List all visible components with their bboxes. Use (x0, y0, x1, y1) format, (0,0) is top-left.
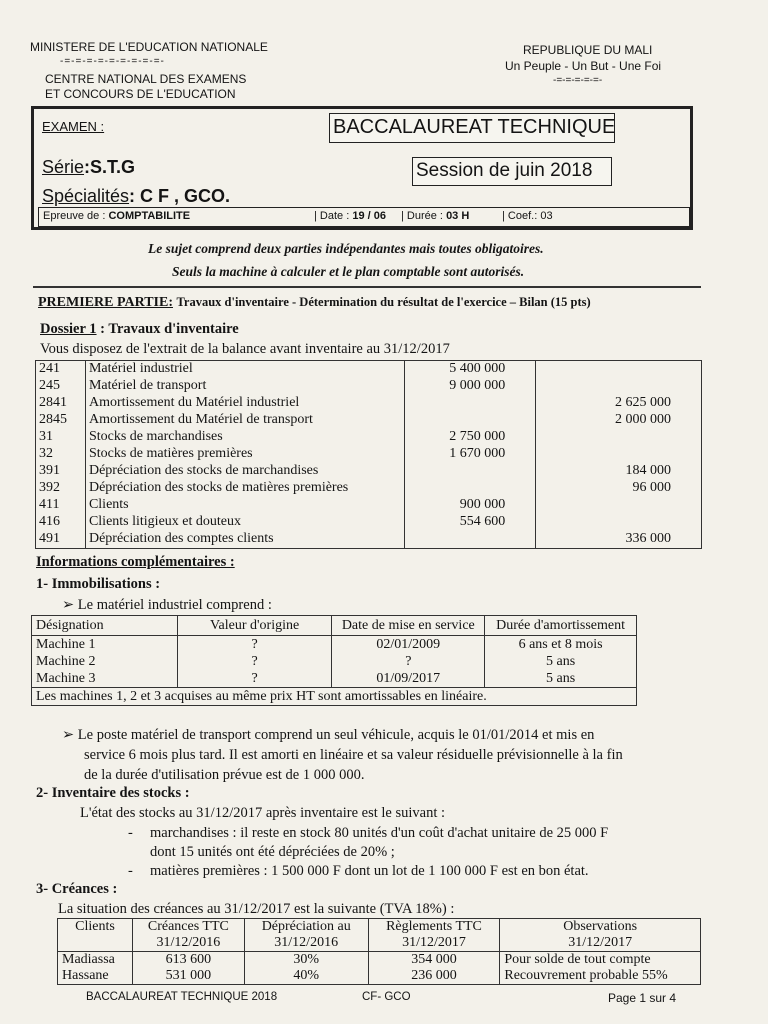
machine-row (32, 653, 637, 670)
machine-duration: 5 ans (485, 653, 637, 670)
info-title: Informations complémentaires : (36, 554, 235, 570)
creances-intro: La situation des créances au 31/12/2017 est la suivante (TVA 18%) : (58, 901, 455, 917)
footer-right: Page 1 sur 4 (608, 991, 677, 1005)
creances-header (368, 919, 500, 952)
balance-code: 491 (36, 531, 86, 549)
machines-header-designation: Désignation (32, 616, 178, 636)
balance-debit: 554 600 (405, 514, 536, 531)
machine-duration: 5 ans (485, 670, 637, 688)
specialites-line (42, 186, 230, 207)
creance-reglement: 236 000 (368, 968, 500, 985)
machines-header-date: Date de mise en service (332, 616, 485, 636)
balance-row (36, 463, 702, 480)
date-label: | Date : (314, 210, 350, 222)
serie-value: :S.T.G (84, 157, 136, 177)
stocks-item2: matières premières : 1 500 000 F dont un lot de 1 100 000 F est en bon état. (150, 863, 589, 879)
epreuve-bar (38, 207, 690, 227)
footer-center: CF- GCO (362, 991, 411, 1003)
balance-code: 416 (36, 514, 86, 531)
balance-code: 2845 (36, 412, 86, 429)
balance-row (36, 497, 702, 514)
balance-row (36, 480, 702, 497)
balance-credit (536, 514, 702, 531)
dossier1-title: : Travaux d'inventaire (100, 321, 239, 337)
instruction-2: Seuls la machine à calculer et le plan comptable sont autorisés. (172, 264, 525, 279)
balance-credit (536, 446, 702, 463)
balance-code: 411 (36, 497, 86, 514)
ministry-title: MINISTERE DE L'EDUCATION NATIONALE (30, 40, 268, 54)
balance-label: Stocks de marchandises (85, 429, 404, 446)
balance-debit (405, 480, 536, 497)
footer-left: BACCALAUREAT TECHNIQUE 2018 (86, 991, 278, 1003)
balance-row (36, 361, 702, 379)
session-box (412, 157, 612, 186)
creances-header-line1: Dépréciation au (261, 919, 351, 934)
balance-code: 241 (36, 361, 86, 379)
creances-header-line2: 31/12/2016 (156, 935, 221, 950)
balance-row (36, 446, 702, 463)
immo-intro: Le matériel industriel comprend : (77, 597, 272, 613)
transport-note-line-1 (62, 726, 594, 744)
balance-credit (536, 361, 702, 379)
creance-row (58, 968, 701, 985)
balance-label: Dépréciation des comptes clients (85, 531, 404, 549)
specialites-value: : C F , GCO. (129, 186, 231, 206)
transport-note-line-3: de la durée d'utilisation prévue est de 1 000 000. (84, 767, 365, 783)
balance-row (36, 378, 702, 395)
creances-header-line2: 31/12/2017 (568, 935, 633, 950)
balance-row (36, 514, 702, 531)
bullet-dash: - (128, 863, 133, 879)
session: Session de juin 2018 (416, 160, 593, 181)
epreuve-line (43, 208, 190, 224)
balance-row (36, 531, 702, 549)
stocks-intro: L'état des stocks au 31/12/2017 après inventaire est le suivant : (80, 805, 446, 821)
part1-title: Travaux d'inventaire - Détermination du résultat de l'exercice – Bilan (15 pts) (176, 295, 591, 309)
balance-debit: 9 000 000 (405, 378, 536, 395)
balance-table (35, 360, 702, 549)
creances-header (58, 919, 133, 952)
machine-name: Machine 2 (32, 653, 178, 670)
arrow-icon: ➢ (62, 727, 75, 743)
epreuve-label: Epreuve de : (43, 210, 106, 222)
balance-label: Amortissement du Matériel de transport (85, 412, 404, 429)
balance-label: Amortissement du Matériel industriel (85, 395, 404, 412)
republic-title: REPUBLIQUE DU MALI (523, 43, 653, 57)
serie-label: Série (42, 157, 85, 177)
machine-value: ? (177, 653, 332, 670)
creance-amount: 531 000 (132, 968, 244, 985)
balance-credit: 96 000 (536, 480, 702, 497)
machines-footer: Les machines 1, 2 et 3 acquises au même prix HT sont amortissables en linéaire. (32, 688, 637, 706)
creances-header-line1: Clients (75, 919, 115, 934)
balance-code: 31 (36, 429, 86, 446)
creance-deprec: 40% (244, 968, 368, 985)
part1-label: PREMIERE PARTIE: (38, 295, 173, 310)
creances-header (500, 919, 701, 952)
immo-intro-line (62, 596, 272, 614)
duree-label: | Durée : (401, 210, 443, 222)
stocks-item1-line1: marchandises : il reste en stock 80 unités d'un coût d'achat unitaire de 25 000 F (150, 825, 609, 841)
dossier1-intro: Vous disposez de l'extrait de la balance avant inventaire au 31/12/2017 (40, 341, 450, 357)
machine-value: ? (177, 636, 332, 654)
balance-row (36, 395, 702, 412)
creance-row (58, 952, 701, 969)
epreuve-value: COMPTABILITE (108, 210, 191, 222)
balance-debit: 1 670 000 (405, 446, 536, 463)
coef-label: | Coef.: (502, 210, 538, 222)
machine-row (32, 670, 637, 688)
machines-header-valeur: Valeur d'origine (177, 616, 332, 636)
balance-code: 392 (36, 480, 86, 497)
machine-name: Machine 3 (32, 670, 178, 688)
balance-debit (405, 463, 536, 480)
balance-row (36, 429, 702, 446)
exam-label: EXAMEN : (42, 119, 105, 134)
machine-name: Machine 1 (32, 636, 178, 654)
specialites-label: Spécialités (42, 186, 130, 206)
balance-debit (405, 412, 536, 429)
balance-label: Stocks de matières premières (85, 446, 404, 463)
machine-date: 01/09/2017 (332, 670, 485, 688)
date-value: 19 / 06 (352, 210, 386, 222)
machine-duration: 6 ans et 8 mois (485, 636, 637, 654)
duree-field (401, 208, 469, 224)
dossier1-heading (40, 321, 239, 338)
balance-credit: 184 000 (536, 463, 702, 480)
exam-box (31, 106, 693, 230)
balance-debit: 900 000 (405, 497, 536, 514)
balance-debit (405, 395, 536, 412)
arrow-icon: ➢ (62, 597, 75, 613)
balance-label: Dépréciation des stocks de matières premières (85, 480, 404, 497)
transport-note-text-1: Le poste matériel de transport comprend un seul véhicule, acquis le 01/01/2014 et mis en (77, 727, 595, 743)
creance-amount: 613 600 (132, 952, 244, 969)
creance-client: Hassane (58, 968, 133, 985)
creances-header (244, 919, 368, 952)
machines-header-duree: Durée d'amortissement (485, 616, 637, 636)
creances-header-line1: Créances TTC (147, 919, 229, 934)
balance-credit: 2 000 000 (536, 412, 702, 429)
balance-credit: 2 625 000 (536, 395, 702, 412)
machines-table (31, 615, 637, 706)
creances-header-line1: Règlements TTC (386, 919, 482, 934)
balance-code: 391 (36, 463, 86, 480)
part1-heading (38, 295, 591, 311)
machine-date: 02/01/2009 (332, 636, 485, 654)
balance-label: Clients litigieux et douteux (85, 514, 404, 531)
creances-table (57, 918, 701, 985)
balance-label: Clients (85, 497, 404, 514)
balance-credit (536, 378, 702, 395)
stocks-item1-line2: dont 15 unités ont été dépréciées de 20% ; (150, 844, 395, 860)
creances-header-line2: 31/12/2016 (274, 935, 339, 950)
dossier1-label: Dossier 1 (40, 321, 97, 337)
exam-title-box (329, 113, 615, 143)
creance-deprec: 30% (244, 952, 368, 969)
bullet-dash: - (128, 825, 133, 841)
machine-row (32, 636, 637, 654)
coef-value: 03 (540, 210, 553, 222)
creance-client: Madiassa (58, 952, 133, 969)
immo-title: 1- Immobilisations : (36, 576, 161, 592)
balance-code: 2841 (36, 395, 86, 412)
exam-title: BACCALAUREAT TECHNIQUE (333, 116, 616, 138)
centre-line-2: ET CONCOURS DE L'EDUCATION (45, 87, 236, 101)
creances-header-line2: 31/12/2017 (402, 935, 466, 950)
balance-credit (536, 429, 702, 446)
creances-header (132, 919, 244, 952)
duree-value: 03 H (446, 210, 470, 222)
creances-header-line1: Observations (563, 919, 638, 934)
creance-reglement: 354 000 (368, 952, 500, 969)
centre-line-1: CENTRE NATIONAL DES EXAMENS (45, 72, 247, 86)
balance-debit: 2 750 000 (405, 429, 536, 446)
date-field (314, 208, 386, 224)
machine-date: ? (332, 653, 485, 670)
serie-line (42, 157, 135, 178)
balance-code: 32 (36, 446, 86, 463)
section-divider (33, 286, 701, 288)
balance-label: Dépréciation des stocks de marchandises (85, 463, 404, 480)
transport-note-line-2: service 6 mois plus tard. Il est amorti en linéaire et sa valeur résiduelle prévisionnelle à la fin (84, 747, 623, 763)
balance-debit (405, 531, 536, 549)
creances-title: 3- Créances : (36, 881, 118, 897)
coef-field (502, 208, 553, 224)
balance-credit: 336 000 (536, 531, 702, 549)
balance-credit (536, 497, 702, 514)
balance-row (36, 412, 702, 429)
stocks-title: 2- Inventaire des stocks : (36, 785, 190, 801)
instruction-1: Le sujet comprend deux parties indépendantes mais toutes obligatoires. (148, 241, 544, 256)
balance-label: Matériel industriel (85, 361, 404, 379)
balance-debit: 5 400 000 (405, 361, 536, 379)
republic-motto: Un Peuple - Un But - Une Foi (505, 59, 662, 73)
machine-value: ? (177, 670, 332, 688)
balance-label: Matériel de transport (85, 378, 404, 395)
creance-observation: Recouvrement probable 55% (500, 968, 701, 985)
motto-separator: -=-=-=-=-=- (553, 75, 603, 86)
ministry-separator: -=-=-=-=-=-=-=-=-=- (60, 56, 165, 67)
creance-observation: Pour solde de tout compte (500, 952, 701, 969)
balance-code: 245 (36, 378, 86, 395)
